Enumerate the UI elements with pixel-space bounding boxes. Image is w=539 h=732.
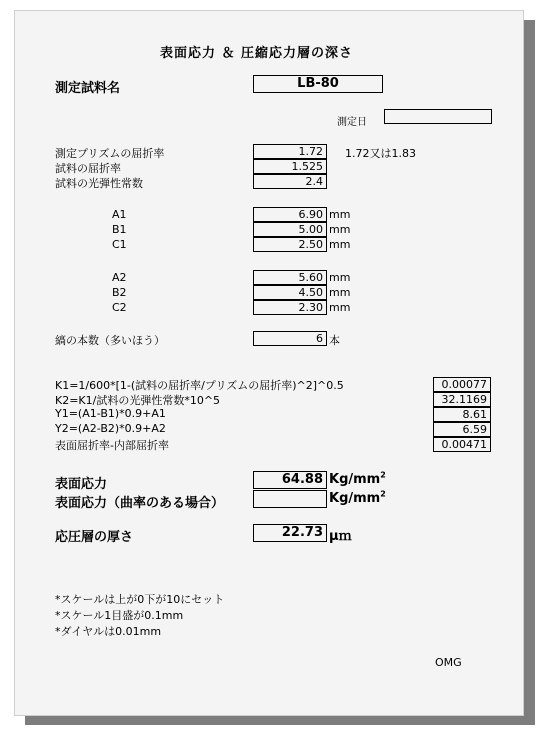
c1-field[interactable]: 2.50	[253, 237, 327, 252]
a1-field[interactable]: 6.90	[253, 207, 327, 222]
b2-unit: mm	[329, 286, 351, 299]
prism-index-label: 測定プリズムの屈折率	[55, 147, 165, 160]
sample-name-field[interactable]: LB-80	[253, 75, 383, 93]
formula-y1-value: 8.61	[433, 407, 491, 422]
formula-k1-value: 0.00077	[433, 377, 491, 392]
c2-label: C2	[112, 301, 127, 314]
date-label: 測定日	[337, 117, 367, 128]
formula-y2-value: 6.59	[433, 422, 491, 437]
c1-label: C1	[112, 238, 127, 251]
fringe-count-label: 縞の本数（多いほう）	[55, 334, 165, 347]
photoelastic-label: 試料の光弾性常数	[55, 177, 143, 190]
note-scale-division: *スケール1目盛が0.1mm	[55, 609, 184, 622]
b2-field[interactable]: 4.50	[253, 285, 327, 300]
c2-unit: mm	[329, 301, 351, 314]
sample-index-label: 試料の屈折率	[55, 162, 121, 175]
depth-field: 22.73	[253, 524, 327, 542]
b1-unit: mm	[329, 223, 351, 236]
formula-k2-value: 32.1169	[433, 392, 491, 407]
formula-index-diff-label: 表面屈折率-内部屈折率	[55, 439, 169, 452]
date-field[interactable]	[384, 109, 492, 124]
surface-stress-label: 表面応力	[55, 477, 108, 492]
prism-index-field[interactable]: 1.72	[253, 144, 327, 159]
a2-field[interactable]: 5.60	[253, 270, 327, 285]
b2-label: B2	[112, 286, 127, 299]
c2-field[interactable]: 2.30	[253, 300, 327, 315]
document-page	[14, 10, 524, 716]
sample-index-field[interactable]: 1.525	[253, 159, 327, 174]
surface-stress-field: 64.88	[253, 471, 327, 489]
formula-index-diff-value: 0.00471	[433, 437, 491, 452]
formula-y2-label: Y2=(A2-B2)*0.9+A2	[55, 422, 166, 435]
surface-stress-curved-label: 表面応力（曲率のある場合）	[55, 496, 225, 511]
footer-mark: OMG	[435, 656, 462, 669]
note-scale-setting: *スケールは上が0下が10にセット	[55, 593, 225, 606]
page-title: 表面応力 ＆ 圧縮応力層の深さ	[160, 46, 354, 61]
formula-y1-label: Y1=(A1-B1)*0.9+A1	[55, 407, 166, 420]
surface-stress-curved-field	[253, 490, 327, 508]
note-dial: *ダイヤルは0.01mm	[55, 625, 162, 638]
surface-stress-curved-unit: $Kg/mm^2$	[329, 489, 386, 506]
formula-k2-label: K2=K1/試料の光弾性常数*10^5	[55, 394, 221, 407]
prism-index-note: 1.72又は1.83	[345, 147, 416, 160]
a2-unit: mm	[329, 271, 351, 284]
c1-unit: mm	[329, 238, 351, 251]
fringe-count-unit: 本	[329, 334, 340, 347]
surface-stress-unit: $Kg/mm^2$	[329, 470, 386, 487]
depth-label: 応圧層の厚さ	[55, 530, 134, 545]
a1-label: A1	[112, 208, 127, 221]
a1-unit: mm	[329, 208, 351, 221]
sample-name-label: 測定試料名	[55, 81, 121, 96]
b1-label: B1	[112, 223, 127, 236]
depth-unit: μｍ	[329, 529, 352, 544]
a2-label: A2	[112, 271, 127, 284]
formula-k1-label: K1=1/600*[1-(試料の屈折率/プリズムの屈折率)^2]^0.5	[55, 379, 344, 392]
fringe-count-field[interactable]: 6	[253, 331, 327, 346]
b1-field[interactable]: 5.00	[253, 222, 327, 237]
photoelastic-field[interactable]: 2.4	[253, 174, 327, 189]
